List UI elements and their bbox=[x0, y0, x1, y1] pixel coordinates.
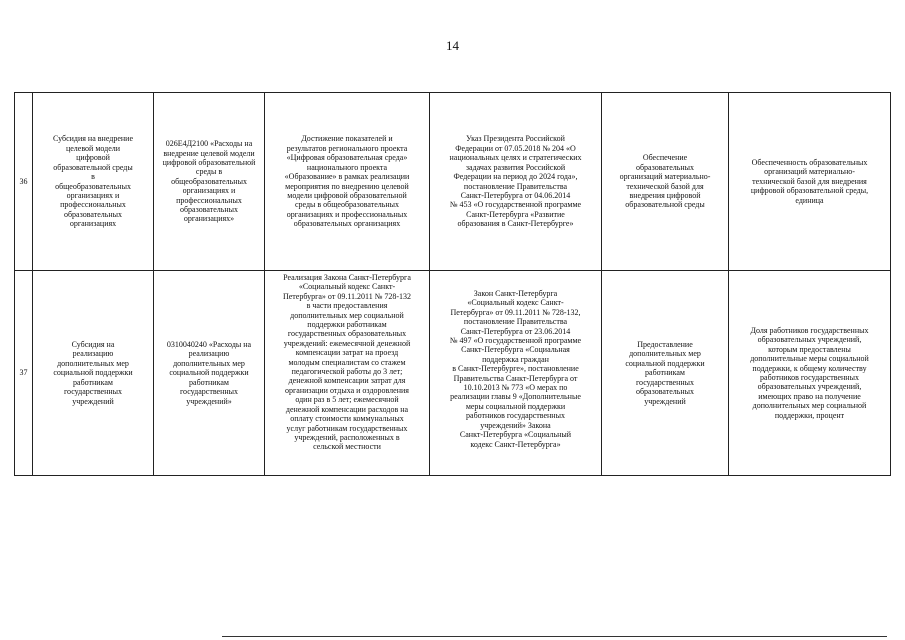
subsidy-name-cell: Субсидия на внедрение целевой модели цифровой образовательной среды в общеобразовательных организациях и профессиональных образовательных организациях bbox=[33, 93, 154, 271]
result-cell: Предоставление дополнительных мер социальной поддержки работникам государственных образовательных учреждений bbox=[602, 271, 729, 476]
table-row bbox=[15, 93, 891, 271]
subsidy-table bbox=[14, 92, 891, 476]
indicator-cell: Обеспеченность образовательных организаций материально- технической базой для внедрения цифровой образовательной среды, единица bbox=[729, 93, 891, 271]
table-row bbox=[15, 271, 891, 476]
page-number: 14 bbox=[446, 38, 459, 53]
page-bottom-rule bbox=[222, 636, 887, 637]
legal-basis-cell: Закон Санкт-Петербурга «Социальный кодекс Санкт- Петербурга» от 09.11.2011 № 728-132, постановление Правительства Санкт-Петербурга от 23.06.2014 № 497 «О государственной программе Санкт-Петербурга «Социальная поддержка граждан в Санкт-Петербурге», постановление Правительства Санкт-Петербурга от 10.10.2013 № 773 «О мерах по реализации главы 9 «Дополнительные меры социальной поддержки работников государственных учреждений» Закона Санкт-Петербурга «Социальный кодекс Санкт-Петербурга» bbox=[430, 271, 602, 476]
legal-basis-cell: Указ Президента Российской Федерации от 07.05.2018 № 204 «О национальных целях и стратегических задачах развития Российской Федерации на период до 2024 года», постановление Правительства Санкт-Петербурга от 04.06.2014 № 453 «О государственной программе Санкт-Петербурга «Развитие образования в Санкт-Петербурге» bbox=[430, 93, 602, 271]
row-number: 36 bbox=[15, 93, 33, 271]
result-cell: Обеспечение образовательных организаций материально- технической базой для внедрения цифровой образовательной среды bbox=[602, 93, 729, 271]
indicator-cell: Доля работников государственных образовательных учреждений, которым предоставлены дополнительные меры социальной поддержки, к общему количеству работников государственных образовательных учреждений, имеющих право на получение дополнительных мер социальной поддержки, процент bbox=[729, 271, 891, 476]
purpose-cell: Реализация Закона Санкт-Петербурга «Социальный кодекс Санкт- Петербурга» от 09.11.2011 № 728-132 в части предоставления дополнительных мер социальной поддержки работникам государственных образовательных учреждений: ежемесячной денежной компенсации затрат на проезд молодым специалистам со стажем педагогической работы до 3 лет; денежной компенсации затрат для организации отдыха и оздоровления один раз в 5 лет; ежемесячной денежной компенсации расходов на оплату стоимости коммунальных услуг работникам государственных учреждений, расположенных в сельской местности bbox=[265, 271, 430, 476]
purpose-cell: Достижение показателей и результатов регионального проекта «Цифровая образовательная среда» национального проекта «Образование» в рамках реализации мероприятия по внедрению целевой модели цифровой образовательной среды в общеобразовательных организациях и профессиональных образовательных организациях bbox=[265, 93, 430, 271]
budget-code-cell: 026Е4Д2100 «Расходы на внедрение целевой модели цифровой образовательной среды в общеобразовательных организациях и профессиональных образовательных организациях» bbox=[154, 93, 265, 271]
subsidy-name-cell: Субсидия на реализацию дополнительных мер социальной поддержки работникам государственных учреждений bbox=[33, 271, 154, 476]
budget-code-cell: 0310040240 «Расходы на реализацию дополнительных мер социальной поддержки работникам государственных учреждений» bbox=[154, 271, 265, 476]
row-number: 37 bbox=[15, 271, 33, 476]
